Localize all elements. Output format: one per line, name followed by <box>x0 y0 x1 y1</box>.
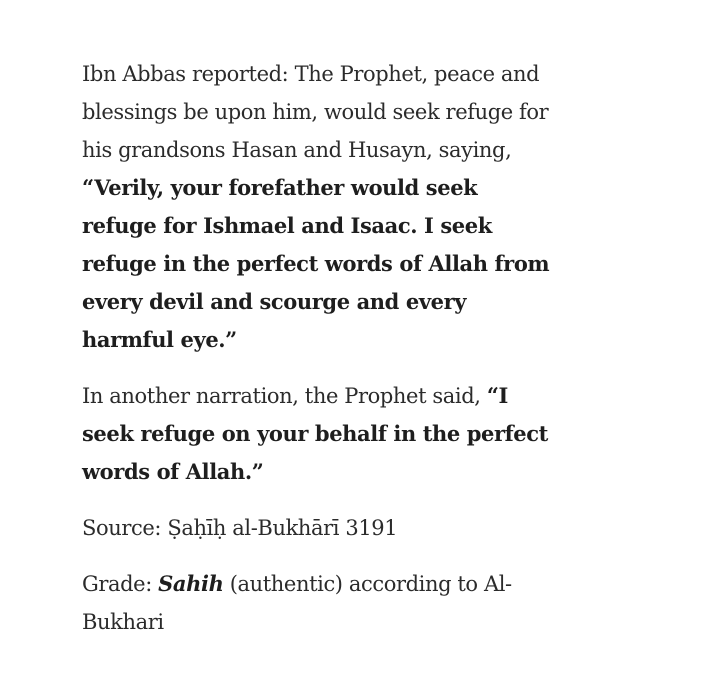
hadith-quote: “Verily, your forefather would seek refuge for Ishmael and Isaac. I seek refuge in the perfect words of Allah from every devil and scourge and every harmful eye.” <box>82 175 550 352</box>
hadith-paragraph <box>82 55 552 359</box>
hadith-article <box>82 55 552 659</box>
source-label: Source: <box>82 516 168 540</box>
grade-description: (authentic) according to Al-Bukhari <box>82 572 512 634</box>
source-line <box>82 509 552 547</box>
other-narration-intro: In another narration, the Prophet said, <box>82 384 487 408</box>
narration-intro: Ibn Abbas reported: The Prophet, peace and blessings be upon him, would seek refuge for his grandsons Hasan and Husayn, saying, <box>82 62 549 162</box>
other-narration-paragraph <box>82 377 552 491</box>
grade-line <box>82 565 552 641</box>
grade-value: Sahih <box>158 571 224 596</box>
source-value: Ṣaḥīḥ al-Bukhārī 3191 <box>167 516 398 540</box>
other-narration-quote: “I seek refuge on your behalf in the perfect words of Allah.” <box>82 383 548 484</box>
grade-label: Grade: <box>82 572 159 596</box>
